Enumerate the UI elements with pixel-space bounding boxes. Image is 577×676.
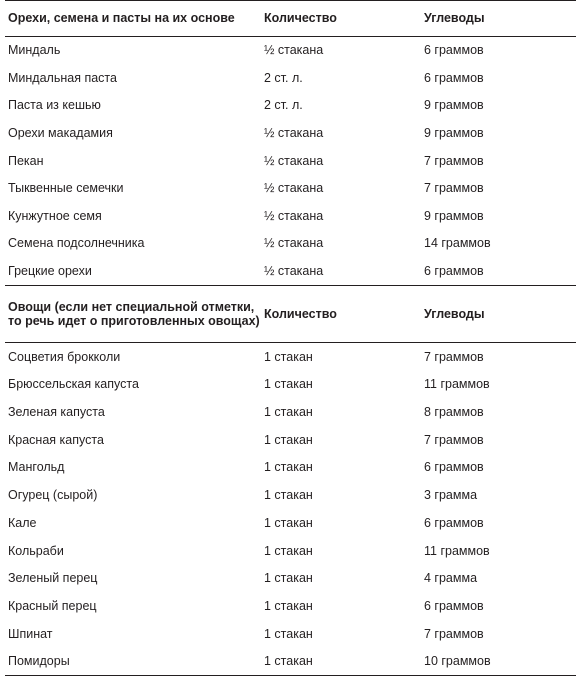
cell-quantity: 1 стакан	[264, 405, 313, 420]
cell-quantity: 1 стакан	[264, 571, 313, 586]
column-header-carbs: Углеводы	[421, 286, 576, 343]
table-row	[5, 371, 576, 399]
cell-product: Красный перец	[8, 598, 97, 613]
cell-product: Зеленый перец	[8, 571, 98, 586]
cell-quantity: ½ стакана	[264, 153, 324, 168]
cell-quantity: 1 стакан	[264, 377, 313, 392]
cell-carbs: 8 граммов	[424, 405, 484, 420]
cell-quantity: ½ стакана	[264, 208, 324, 223]
column-header-quantity: Количество	[261, 286, 421, 343]
cell-carbs: 9 граммов	[424, 98, 484, 113]
cell-carbs: 6 граммов	[424, 70, 484, 85]
cell-quantity: 2 ст. л.	[264, 98, 303, 113]
table-row	[5, 426, 576, 454]
cell-carbs: 11 граммов	[424, 377, 490, 392]
cell-carbs: 14 граммов	[424, 236, 491, 251]
table-row	[5, 593, 576, 621]
cell-carbs: 4 грамма	[424, 571, 478, 586]
cell-quantity: ½ стакана	[264, 264, 324, 279]
cell-quantity: 2 ст. л.	[264, 70, 303, 85]
cell-carbs: 7 граммов	[424, 626, 484, 641]
cell-carbs: 7 граммов	[424, 432, 484, 447]
table-row	[5, 258, 576, 286]
cell-quantity: 1 стакан	[264, 488, 313, 503]
cell-quantity: 1 стакан	[264, 349, 313, 364]
cell-product: Мангольд	[8, 460, 65, 475]
table-row	[5, 509, 576, 537]
carbohydrate-table	[5, 0, 576, 676]
cell-product: Миндаль	[8, 43, 61, 58]
cell-product: Шпинат	[8, 626, 53, 641]
cell-carbs: 6 граммов	[424, 460, 484, 475]
cell-product: Соцветия брокколи	[8, 349, 121, 364]
cell-carbs: 11 граммов	[424, 543, 490, 558]
cell-carbs: 7 граммов	[424, 349, 484, 364]
cell-product: Кунжутное семя	[8, 208, 102, 223]
cell-product: Миндальная паста	[8, 70, 117, 85]
table-row	[5, 648, 576, 676]
cell-product: Пекан	[8, 153, 44, 168]
column-header-name: Орехи, семена и пасты на их основе	[5, 1, 261, 37]
cell-carbs: 6 граммов	[424, 515, 484, 530]
table-row	[5, 565, 576, 593]
cell-carbs: 6 граммов	[424, 264, 484, 279]
column-header-quantity: Количество	[261, 1, 421, 37]
cell-product: Кольраби	[8, 543, 64, 558]
cell-product: Семена подсолнечника	[8, 236, 145, 251]
cell-carbs: 6 граммов	[424, 43, 484, 58]
cell-carbs: 9 граммов	[424, 126, 484, 141]
cell-quantity: ½ стакана	[264, 181, 324, 196]
table-row	[5, 454, 576, 482]
cell-product: Помидоры	[8, 654, 70, 669]
table-row	[5, 399, 576, 427]
table-row	[5, 537, 576, 565]
column-header-name: Овощи (если нет специальной отметки, то речь идет о приготовленных овощах)	[5, 286, 261, 343]
section-header-row	[5, 1, 576, 37]
cell-quantity: 1 стакан	[264, 460, 313, 475]
cell-quantity: 1 стакан	[264, 598, 313, 613]
cell-product: Кале	[8, 515, 37, 530]
cell-quantity: ½ стакана	[264, 236, 324, 251]
cell-product: Грецкие орехи	[8, 264, 92, 279]
cell-product: Огурец (сырой)	[8, 488, 98, 503]
cell-quantity: 1 стакан	[264, 654, 313, 669]
section-header-row	[5, 286, 576, 343]
table-row	[5, 175, 576, 203]
table-row	[5, 120, 576, 148]
column-header-carbs: Углеводы	[421, 1, 576, 37]
cell-quantity: 1 стакан	[264, 626, 313, 641]
cell-product: Тыквенные семечки	[8, 181, 124, 196]
cell-carbs: 3 грамма	[424, 488, 478, 503]
cell-product: Орехи макадамия	[8, 126, 113, 141]
cell-quantity: 1 стакан	[264, 515, 313, 530]
cell-product: Паста из кешью	[8, 98, 101, 113]
cell-quantity: 1 стакан	[264, 543, 313, 558]
cell-product: Красная капуста	[8, 432, 104, 447]
table-row	[5, 482, 576, 510]
table-row	[5, 620, 576, 648]
cell-product: Зеленая капуста	[8, 405, 105, 420]
cell-product: Брюссельская капуста	[8, 377, 139, 392]
table-row	[5, 203, 576, 231]
cell-quantity: 1 стакан	[264, 432, 313, 447]
cell-quantity: ½ стакана	[264, 43, 324, 58]
table-row	[5, 92, 576, 120]
table-row	[5, 230, 576, 258]
table-body	[5, 1, 576, 676]
cell-carbs: 6 граммов	[424, 598, 484, 613]
table-row	[5, 37, 576, 65]
table-row	[5, 65, 576, 93]
cell-carbs: 7 граммов	[424, 181, 484, 196]
cell-carbs: 10 граммов	[424, 654, 491, 669]
table-row	[5, 343, 576, 371]
cell-carbs: 7 граммов	[424, 153, 484, 168]
table-row	[5, 147, 576, 175]
cell-quantity: ½ стакана	[264, 126, 324, 141]
cell-carbs: 9 граммов	[424, 208, 484, 223]
